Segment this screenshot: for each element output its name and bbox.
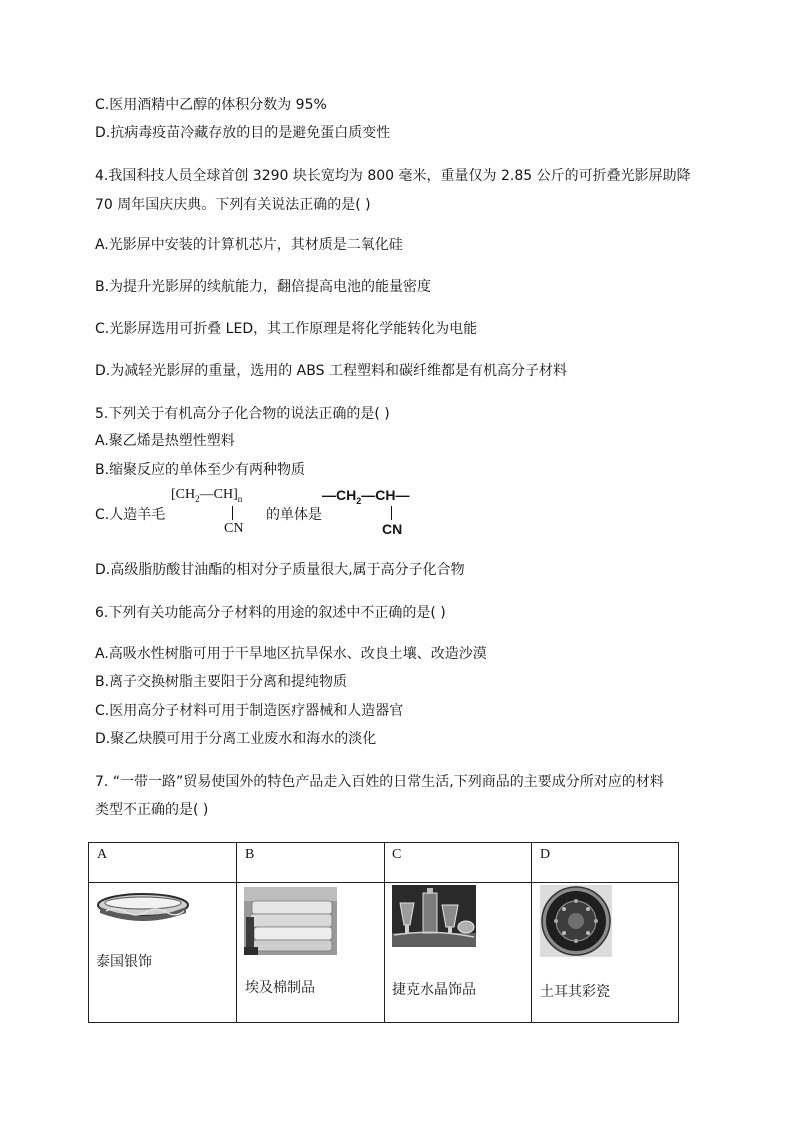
q7-stem-line2: 类型不正确的是( ): [95, 802, 209, 818]
q6-stem: 6.下列有关功能高分子材料的用途的叙述中不正确的是( ): [95, 605, 446, 621]
q4-option-a: A.光影屏中安装的计算机芯片，其材质是二氧化硅: [95, 237, 403, 253]
polymer-cn-group: CN: [224, 521, 244, 536]
q4-option-d: D.为减轻光影屏的重量，选用的 ABS 工程塑料和碳纤维都是有机高分子材料: [95, 363, 567, 379]
polymer-formula: [171, 487, 263, 537]
q3-option-d: D.抗病毒疫苗冷藏存放的目的是避免蛋白质变性: [95, 125, 391, 141]
q6-option-a: A.高吸水性树脂可用于干旱地区抗旱保水、改良土壤、改造沙漠: [95, 646, 487, 662]
products-table: [88, 842, 679, 1023]
q3-option-c: C.医用酒精中乙醇的体积分数为 95%: [95, 97, 327, 113]
cotton-products-image: [244, 887, 337, 955]
polymer-formula-left: [CH: [171, 487, 196, 502]
q5-option-a: A.聚乙烯是热塑性塑料: [95, 433, 235, 449]
table-divider-1: [236, 843, 237, 1022]
q6-option-d: D.聚乙炔膜可用于分离工业废水和海水的淡化: [95, 731, 377, 747]
q4-option-b: B.为提升光影屏的续航能力，翻倍提高电池的能量密度: [95, 279, 432, 295]
ceramic-plate-image: [540, 885, 612, 957]
table-header-a: A: [97, 847, 108, 862]
caption-a: 泰国银饰: [96, 954, 152, 970]
polymer-bond-line: [232, 506, 233, 520]
monomer-formula: [322, 487, 420, 537]
crystal-ornaments-image: [392, 885, 476, 947]
monomer-formula-sub: 2: [356, 495, 362, 506]
q4-stem-line2: 70 周年国庆庆典。下列有关说法正确的是( ): [95, 197, 371, 213]
q6-option-c: C.医用高分子材料可用于制造医疗器械和人造器官: [95, 703, 404, 719]
polymer-formula-mid: —CH: [199, 487, 234, 502]
caption-b: 埃及棉制品: [245, 980, 315, 996]
q5-option-c-middle: 的单体是: [266, 507, 322, 523]
q5-option-d: D.高级脂肪酸甘油酯的相对分子质量很大,属于高分子化合物: [95, 562, 465, 578]
table-header-c: C: [392, 847, 402, 862]
caption-c: 捷克水晶饰品: [392, 982, 476, 998]
polymer-formula-right: ]: [233, 487, 238, 502]
q6-option-b: B.离子交换树脂主要阳于分离和提纯物质: [95, 674, 348, 690]
table-divider-2: [384, 843, 385, 1022]
q5-option-b: B.缩聚反应的单体至少有两种物质: [95, 462, 306, 478]
silver-jewelry-image: [96, 891, 190, 923]
q7-stem-line1: 7. “一带一路”贸易使国外的特色产品走入百姓的日常生活,下列商品的主要成分所对应的材料: [95, 774, 664, 790]
monomer-formula-right: —CH—: [361, 487, 410, 503]
monomer-formula-left: —CH: [322, 487, 357, 503]
q4-option-c: C.光影屏选用可折叠 LED，其工作原理是将化学能转化为电能: [95, 321, 478, 337]
q5-stem: 5.下列关于有机高分子化合物的说法正确的是( ): [95, 406, 390, 422]
q4-stem-line1: 4.我国科技人员全球首创 3290 块长宽均为 800 毫米，重量仅为 2.85 公斤的可折叠光影屏助降: [95, 168, 691, 184]
polymer-formula-n: n: [237, 493, 243, 504]
table-divider-3: [531, 843, 532, 1022]
monomer-cn-group: CN: [382, 521, 403, 537]
table-header-d: D: [540, 847, 551, 862]
table-header-divider: [89, 882, 678, 883]
q5-option-c-prefix: C.人造羊毛: [95, 507, 166, 523]
table-header-b: B: [245, 847, 255, 862]
monomer-bond-line: [391, 506, 392, 520]
polymer-formula-sub: 2: [195, 493, 200, 504]
caption-d: 土耳其彩瓷: [540, 984, 610, 1000]
